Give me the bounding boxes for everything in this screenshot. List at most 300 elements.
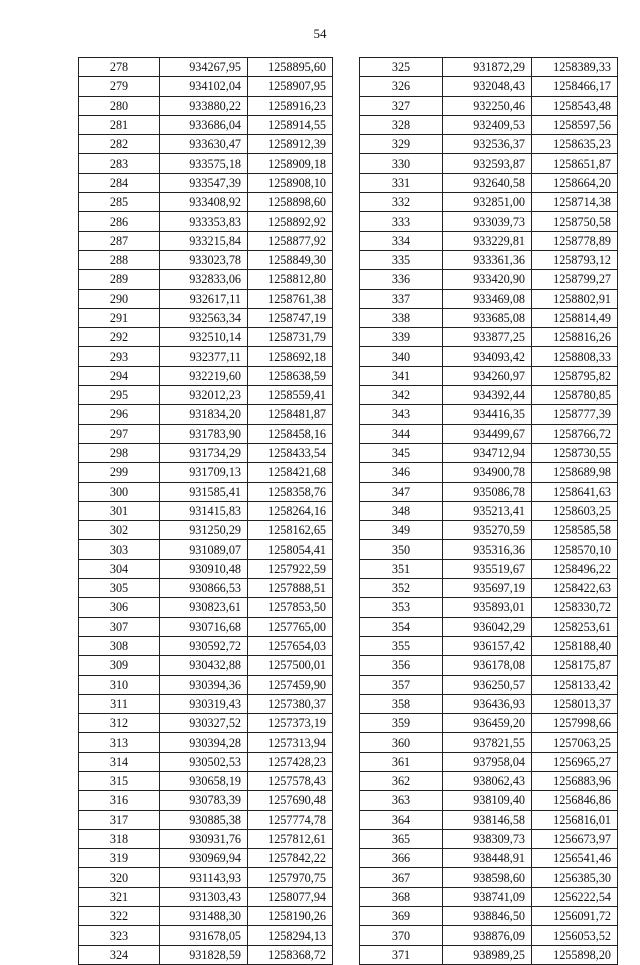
point-number-cell: 310 [79, 675, 160, 694]
y-coordinate-cell: 1257459,90 [248, 675, 333, 694]
x-coordinate-cell: 936042,29 [443, 617, 532, 636]
x-coordinate-cell: 932617,11 [160, 289, 248, 308]
x-coordinate-cell: 934712,94 [443, 443, 532, 462]
table-row [79, 887, 333, 906]
point-number-cell: 368 [360, 887, 443, 906]
x-coordinate-cell: 931783,90 [160, 424, 248, 443]
point-number-cell: 279 [79, 77, 160, 96]
x-coordinate-cell: 938448,91 [443, 849, 532, 868]
x-coordinate-cell: 933408,92 [160, 193, 248, 212]
point-number-cell: 350 [360, 540, 443, 559]
x-coordinate-cell: 931303,43 [160, 887, 248, 906]
y-coordinate-cell: 1258559,41 [248, 386, 333, 405]
y-coordinate-cell: 1258481,87 [248, 405, 333, 424]
point-number-cell: 308 [79, 636, 160, 655]
point-number-cell: 302 [79, 521, 160, 540]
x-coordinate-cell: 935893,01 [443, 598, 532, 617]
y-coordinate-cell: 1257812,61 [248, 829, 333, 848]
y-coordinate-cell: 1258912,39 [248, 135, 333, 154]
x-coordinate-cell: 931678,05 [160, 926, 248, 945]
y-coordinate-cell: 1257690,48 [248, 791, 333, 810]
table-row [360, 443, 618, 462]
x-coordinate-cell: 938309,73 [443, 829, 532, 848]
table-row [79, 849, 333, 868]
table-row [79, 193, 333, 212]
table-row [79, 714, 333, 733]
table-row [360, 849, 618, 868]
point-number-cell: 334 [360, 231, 443, 250]
y-coordinate-cell: 1256053,52 [532, 926, 618, 945]
point-number-cell: 309 [79, 656, 160, 675]
table-row [360, 328, 618, 347]
table-row [360, 559, 618, 578]
x-coordinate-cell: 938989,25 [443, 945, 532, 964]
table-row [360, 521, 618, 540]
point-number-cell: 359 [360, 714, 443, 733]
point-number-cell: 331 [360, 173, 443, 192]
y-coordinate-cell: 1256965,27 [532, 752, 618, 771]
x-coordinate-cell: 934416,35 [443, 405, 532, 424]
table-row [360, 771, 618, 790]
point-number-cell: 360 [360, 733, 443, 752]
point-number-cell: 300 [79, 482, 160, 501]
table-row [79, 636, 333, 655]
x-coordinate-cell: 933880,22 [160, 96, 248, 115]
x-coordinate-cell: 932593,87 [443, 154, 532, 173]
y-coordinate-cell: 1258603,25 [532, 501, 618, 520]
y-coordinate-cell: 1257373,19 [248, 714, 333, 733]
x-coordinate-cell: 932048,43 [443, 77, 532, 96]
x-coordinate-cell: 933420,90 [443, 270, 532, 289]
x-coordinate-cell: 930319,43 [160, 694, 248, 713]
point-number-cell: 326 [360, 77, 443, 96]
table-row [79, 328, 333, 347]
x-coordinate-cell: 931828,59 [160, 945, 248, 964]
y-coordinate-cell: 1258780,85 [532, 386, 618, 405]
table-row [360, 289, 618, 308]
x-coordinate-cell: 938109,40 [443, 791, 532, 810]
point-number-cell: 344 [360, 424, 443, 443]
point-number-cell: 327 [360, 96, 443, 115]
x-coordinate-cell: 934260,97 [443, 366, 532, 385]
y-coordinate-cell: 1258175,87 [532, 656, 618, 675]
point-number-cell: 294 [79, 366, 160, 385]
point-number-cell: 357 [360, 675, 443, 694]
x-coordinate-cell: 936178,08 [443, 656, 532, 675]
point-number-cell: 289 [79, 270, 160, 289]
y-coordinate-cell: 1258914,55 [248, 115, 333, 134]
y-coordinate-cell: 1258731,79 [248, 328, 333, 347]
table-row [79, 443, 333, 462]
point-number-cell: 278 [79, 58, 160, 77]
y-coordinate-cell: 1257578,43 [248, 771, 333, 790]
y-coordinate-cell: 1257998,66 [532, 714, 618, 733]
point-number-cell: 345 [360, 443, 443, 462]
x-coordinate-cell: 934499,67 [443, 424, 532, 443]
table-row [360, 193, 618, 212]
x-coordinate-cell: 938146,58 [443, 810, 532, 829]
point-number-cell: 291 [79, 308, 160, 327]
x-coordinate-cell: 931143,93 [160, 868, 248, 887]
point-number-cell: 317 [79, 810, 160, 829]
x-coordinate-cell: 933215,84 [160, 231, 248, 250]
table-row [360, 308, 618, 327]
point-number-cell: 341 [360, 366, 443, 385]
y-coordinate-cell: 1258638,59 [248, 366, 333, 385]
page-number: 54 [313, 26, 327, 41]
y-coordinate-cell: 1258264,16 [248, 501, 333, 520]
x-coordinate-cell: 931709,13 [160, 463, 248, 482]
point-number-cell: 290 [79, 289, 160, 308]
point-number-cell: 307 [79, 617, 160, 636]
x-coordinate-cell: 933361,36 [443, 250, 532, 269]
table-row [360, 77, 618, 96]
y-coordinate-cell: 1258909,18 [248, 154, 333, 173]
x-coordinate-cell: 931488,30 [160, 907, 248, 926]
point-number-cell: 293 [79, 347, 160, 366]
point-number-cell: 295 [79, 386, 160, 405]
y-coordinate-cell: 1258433,54 [248, 443, 333, 462]
x-coordinate-cell: 937821,55 [443, 733, 532, 752]
table-row [79, 559, 333, 578]
point-number-cell: 286 [79, 212, 160, 231]
y-coordinate-cell: 1258253,61 [532, 617, 618, 636]
table-row [79, 945, 333, 964]
y-coordinate-cell: 1258730,55 [532, 443, 618, 462]
y-coordinate-cell: 1258389,33 [532, 58, 618, 77]
table-row [360, 579, 618, 598]
point-number-cell: 353 [360, 598, 443, 617]
y-coordinate-cell: 1258808,33 [532, 347, 618, 366]
point-number-cell: 280 [79, 96, 160, 115]
table-row [360, 887, 618, 906]
table-row [79, 270, 333, 289]
table-row [79, 135, 333, 154]
point-number-cell: 340 [360, 347, 443, 366]
table-row [79, 617, 333, 636]
x-coordinate-cell: 932250,46 [443, 96, 532, 115]
y-coordinate-cell: 1256222,54 [532, 887, 618, 906]
y-coordinate-cell: 1258054,41 [248, 540, 333, 559]
y-coordinate-cell: 1256883,96 [532, 771, 618, 790]
y-coordinate-cell: 1257774,78 [248, 810, 333, 829]
y-coordinate-cell: 1258750,58 [532, 212, 618, 231]
y-coordinate-cell: 1258877,92 [248, 231, 333, 250]
table-row [79, 289, 333, 308]
x-coordinate-cell: 930394,28 [160, 733, 248, 752]
x-coordinate-cell: 935316,36 [443, 540, 532, 559]
x-coordinate-cell: 936436,93 [443, 694, 532, 713]
point-number-cell: 336 [360, 270, 443, 289]
point-number-cell: 362 [360, 771, 443, 790]
y-coordinate-cell: 1257970,75 [248, 868, 333, 887]
point-number-cell: 297 [79, 424, 160, 443]
y-coordinate-cell: 1258641,63 [532, 482, 618, 501]
table-row [360, 598, 618, 617]
table-row [360, 347, 618, 366]
table-row [360, 829, 618, 848]
y-coordinate-cell: 1258358,76 [248, 482, 333, 501]
x-coordinate-cell: 935519,67 [443, 559, 532, 578]
y-coordinate-cell: 1257842,22 [248, 849, 333, 868]
table-row [79, 733, 333, 752]
x-coordinate-cell: 933877,25 [443, 328, 532, 347]
table-row [360, 212, 618, 231]
point-number-cell: 348 [360, 501, 443, 520]
table-row [360, 231, 618, 250]
table-row [79, 868, 333, 887]
point-number-cell: 305 [79, 579, 160, 598]
point-number-cell: 296 [79, 405, 160, 424]
table-row [79, 386, 333, 405]
y-coordinate-cell: 1256846,86 [532, 791, 618, 810]
y-coordinate-cell: 1256541,46 [532, 849, 618, 868]
y-coordinate-cell: 1258761,38 [248, 289, 333, 308]
x-coordinate-cell: 930716,68 [160, 617, 248, 636]
point-number-cell: 358 [360, 694, 443, 713]
point-number-cell: 323 [79, 926, 160, 945]
y-coordinate-cell: 1258778,89 [532, 231, 618, 250]
x-coordinate-cell: 931834,20 [160, 405, 248, 424]
table-row [360, 96, 618, 115]
point-number-cell: 311 [79, 694, 160, 713]
point-number-cell: 370 [360, 926, 443, 945]
y-coordinate-cell: 1258849,30 [248, 250, 333, 269]
y-coordinate-cell: 1257888,51 [248, 579, 333, 598]
table-row [79, 926, 333, 945]
x-coordinate-cell: 935697,19 [443, 579, 532, 598]
y-coordinate-cell: 1258133,42 [532, 675, 618, 694]
point-number-cell: 335 [360, 250, 443, 269]
table-row [79, 791, 333, 810]
x-coordinate-cell: 932219,60 [160, 366, 248, 385]
table-row [79, 521, 333, 540]
x-coordinate-cell: 930327,52 [160, 714, 248, 733]
x-coordinate-cell: 933039,73 [443, 212, 532, 231]
x-coordinate-cell: 933353,83 [160, 212, 248, 231]
table-row [360, 405, 618, 424]
table-row [360, 540, 618, 559]
point-number-cell: 315 [79, 771, 160, 790]
table-row [360, 752, 618, 771]
x-coordinate-cell: 930432,88 [160, 656, 248, 675]
table-row [79, 752, 333, 771]
y-coordinate-cell: 1258795,82 [532, 366, 618, 385]
x-coordinate-cell: 932377,11 [160, 347, 248, 366]
x-coordinate-cell: 935086,78 [443, 482, 532, 501]
table-row [360, 173, 618, 192]
table-row [360, 270, 618, 289]
x-coordinate-cell: 933547,39 [160, 173, 248, 192]
x-coordinate-cell: 932510,14 [160, 328, 248, 347]
table-row [360, 501, 618, 520]
y-coordinate-cell: 1256673,97 [532, 829, 618, 848]
x-coordinate-cell: 931089,07 [160, 540, 248, 559]
x-coordinate-cell: 930969,94 [160, 849, 248, 868]
table-row [360, 945, 618, 964]
table-row [360, 694, 618, 713]
y-coordinate-cell: 1257853,50 [248, 598, 333, 617]
y-coordinate-cell: 1258190,26 [248, 907, 333, 926]
y-coordinate-cell: 1258908,10 [248, 173, 333, 192]
table-row [360, 656, 618, 675]
point-number-cell: 282 [79, 135, 160, 154]
x-coordinate-cell: 932409,53 [443, 115, 532, 134]
table-row [79, 656, 333, 675]
y-coordinate-cell: 1258651,87 [532, 154, 618, 173]
point-number-cell: 316 [79, 791, 160, 810]
point-number-cell: 367 [360, 868, 443, 887]
y-coordinate-cell: 1257380,37 [248, 694, 333, 713]
point-number-cell: 281 [79, 115, 160, 134]
y-coordinate-cell: 1258714,38 [532, 193, 618, 212]
table-row [360, 58, 618, 77]
point-number-cell: 287 [79, 231, 160, 250]
x-coordinate-cell: 938062,43 [443, 771, 532, 790]
y-coordinate-cell: 1255898,20 [532, 945, 618, 964]
x-coordinate-cell: 934392,44 [443, 386, 532, 405]
y-coordinate-cell: 1258892,92 [248, 212, 333, 231]
point-number-cell: 321 [79, 887, 160, 906]
point-number-cell: 371 [360, 945, 443, 964]
x-coordinate-cell: 933469,08 [443, 289, 532, 308]
table-row [79, 907, 333, 926]
x-coordinate-cell: 938876,09 [443, 926, 532, 945]
y-coordinate-cell: 1258766,72 [532, 424, 618, 443]
point-number-cell: 306 [79, 598, 160, 617]
table-row [79, 308, 333, 327]
table-row [79, 463, 333, 482]
table-row [360, 810, 618, 829]
point-number-cell: 325 [360, 58, 443, 77]
x-coordinate-cell: 930910,48 [160, 559, 248, 578]
table-row [79, 501, 333, 520]
table-row [360, 617, 618, 636]
table-row [79, 154, 333, 173]
table-row [79, 250, 333, 269]
x-coordinate-cell: 931415,83 [160, 501, 248, 520]
y-coordinate-cell: 1258692,18 [248, 347, 333, 366]
y-coordinate-cell: 1258496,22 [532, 559, 618, 578]
table-row [360, 714, 618, 733]
point-number-cell: 363 [360, 791, 443, 810]
y-coordinate-cell: 1258907,95 [248, 77, 333, 96]
table-row [360, 733, 618, 752]
point-number-cell: 320 [79, 868, 160, 887]
table-row [360, 135, 618, 154]
y-coordinate-cell: 1258747,19 [248, 308, 333, 327]
x-coordinate-cell: 938741,09 [443, 887, 532, 906]
table-row [79, 231, 333, 250]
table-row [79, 694, 333, 713]
point-number-cell: 343 [360, 405, 443, 424]
point-number-cell: 342 [360, 386, 443, 405]
y-coordinate-cell: 1257313,94 [248, 733, 333, 752]
point-number-cell: 299 [79, 463, 160, 482]
y-coordinate-cell: 1257765,00 [248, 617, 333, 636]
table-row [360, 926, 618, 945]
x-coordinate-cell: 931585,41 [160, 482, 248, 501]
table-row [79, 771, 333, 790]
y-coordinate-cell: 1258799,27 [532, 270, 618, 289]
table-row [79, 58, 333, 77]
y-coordinate-cell: 1256385,30 [532, 868, 618, 887]
point-number-cell: 351 [360, 559, 443, 578]
y-coordinate-cell: 1258458,16 [248, 424, 333, 443]
x-coordinate-cell: 933630,47 [160, 135, 248, 154]
x-coordinate-cell: 932536,37 [443, 135, 532, 154]
table-row [360, 791, 618, 810]
point-number-cell: 283 [79, 154, 160, 173]
point-number-cell: 347 [360, 482, 443, 501]
y-coordinate-cell: 1258466,17 [532, 77, 618, 96]
y-coordinate-cell: 1258294,13 [248, 926, 333, 945]
y-coordinate-cell: 1258816,26 [532, 328, 618, 347]
x-coordinate-cell: 932851,00 [443, 193, 532, 212]
point-number-cell: 329 [360, 135, 443, 154]
table-row [360, 386, 618, 405]
point-number-cell: 352 [360, 579, 443, 598]
point-number-cell: 332 [360, 193, 443, 212]
x-coordinate-cell: 935270,59 [443, 521, 532, 540]
x-coordinate-cell: 938846,50 [443, 907, 532, 926]
point-number-cell: 314 [79, 752, 160, 771]
x-coordinate-cell: 936459,20 [443, 714, 532, 733]
point-number-cell: 285 [79, 193, 160, 212]
y-coordinate-cell: 1256091,72 [532, 907, 618, 926]
point-number-cell: 354 [360, 617, 443, 636]
y-coordinate-cell: 1257500,01 [248, 656, 333, 675]
x-coordinate-cell: 932833,06 [160, 270, 248, 289]
table-row [79, 173, 333, 192]
x-coordinate-cell: 931872,29 [443, 58, 532, 77]
y-coordinate-cell: 1258916,23 [248, 96, 333, 115]
y-coordinate-cell: 1258635,23 [532, 135, 618, 154]
coordinates-table-right [359, 57, 618, 965]
point-number-cell: 298 [79, 443, 160, 462]
point-number-cell: 312 [79, 714, 160, 733]
y-coordinate-cell: 1258802,91 [532, 289, 618, 308]
table-row [360, 115, 618, 134]
point-number-cell: 304 [79, 559, 160, 578]
x-coordinate-cell: 932012,23 [160, 386, 248, 405]
x-coordinate-cell: 938598,60 [443, 868, 532, 887]
table-row [360, 463, 618, 482]
table-row [79, 579, 333, 598]
y-coordinate-cell: 1257063,25 [532, 733, 618, 752]
table-row [79, 115, 333, 134]
y-coordinate-cell: 1258812,80 [248, 270, 333, 289]
point-number-cell: 330 [360, 154, 443, 173]
table-row [360, 907, 618, 926]
point-number-cell: 338 [360, 308, 443, 327]
y-coordinate-cell: 1258689,98 [532, 463, 618, 482]
y-coordinate-cell: 1258421,68 [248, 463, 333, 482]
x-coordinate-cell: 930783,39 [160, 791, 248, 810]
point-number-cell: 339 [360, 328, 443, 347]
point-number-cell: 313 [79, 733, 160, 752]
y-coordinate-cell: 1258543,48 [532, 96, 618, 115]
table-row [360, 424, 618, 443]
table-row [79, 598, 333, 617]
y-coordinate-cell: 1258162,65 [248, 521, 333, 540]
table-row [79, 347, 333, 366]
x-coordinate-cell: 934093,42 [443, 347, 532, 366]
point-number-cell: 284 [79, 173, 160, 192]
point-number-cell: 365 [360, 829, 443, 848]
table-row [79, 829, 333, 848]
point-number-cell: 361 [360, 752, 443, 771]
